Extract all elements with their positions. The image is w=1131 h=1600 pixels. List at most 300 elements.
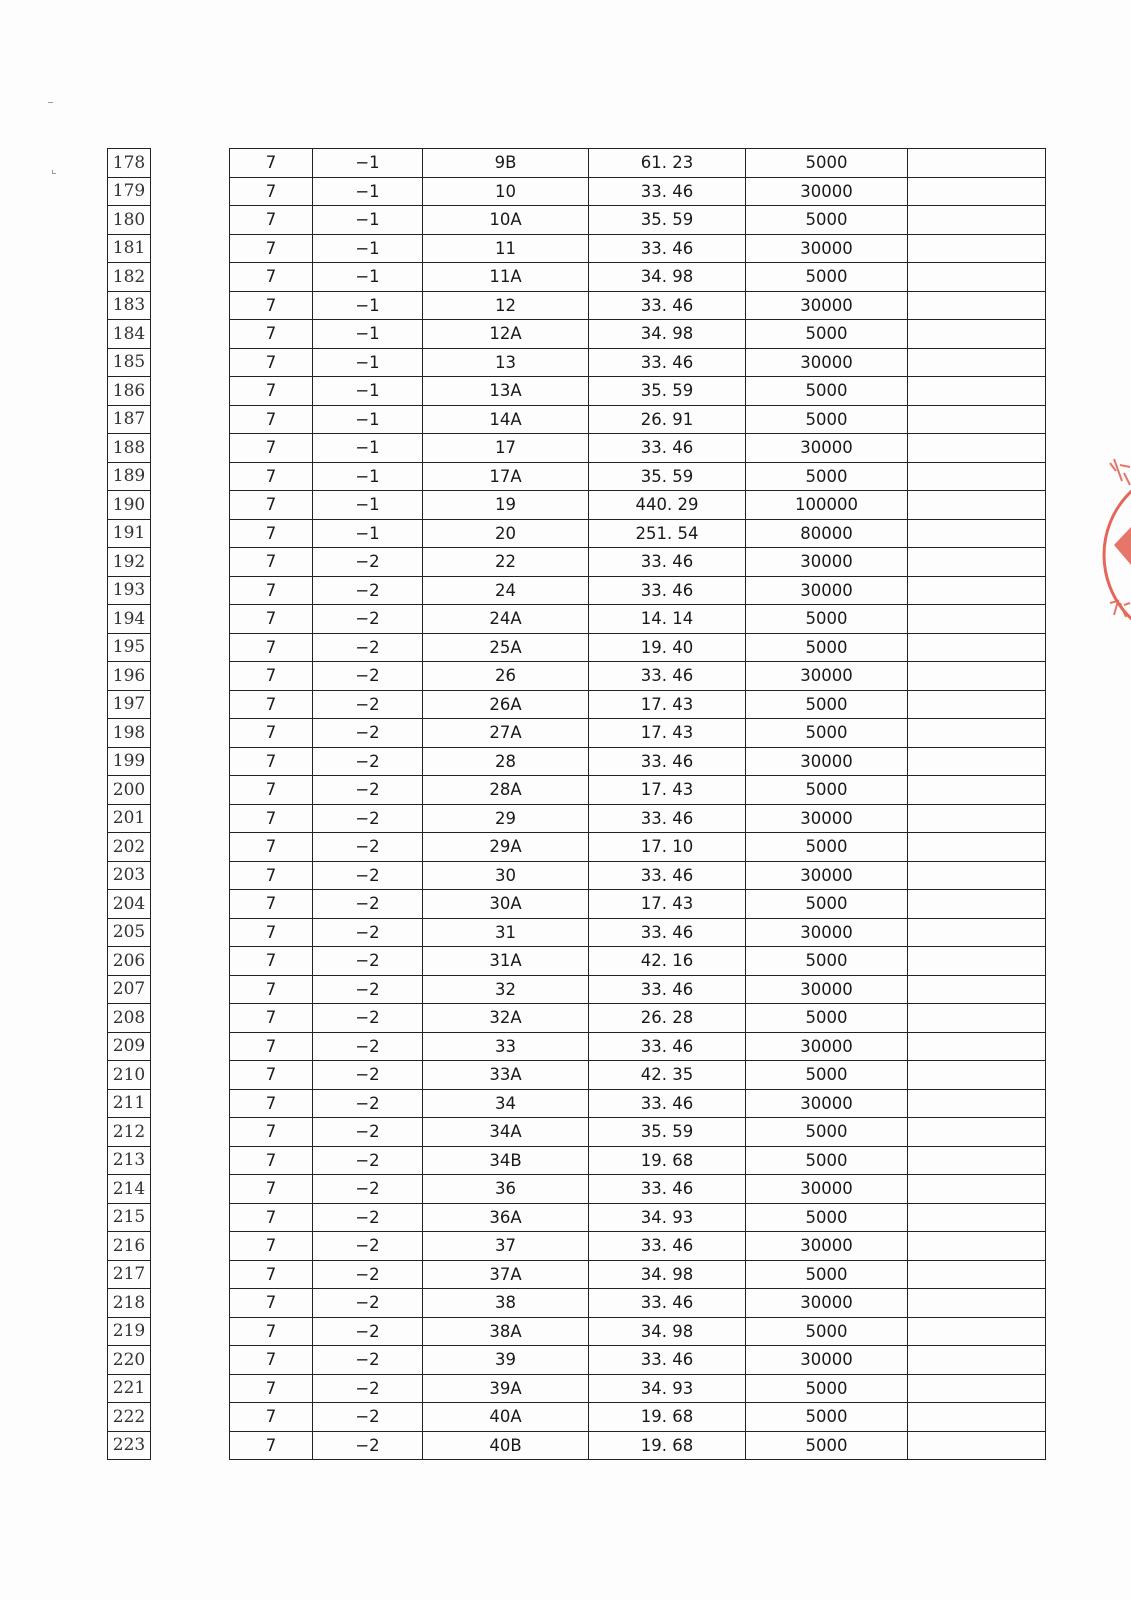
cell-area: 33. 46 xyxy=(589,1346,746,1375)
cell-area: 34. 98 xyxy=(589,1317,746,1346)
cell-remark xyxy=(908,348,1046,377)
cell-unit: −2 xyxy=(313,1317,423,1346)
cell-remark xyxy=(908,605,1046,634)
cell-area: 33. 46 xyxy=(589,1175,746,1204)
row-number-row xyxy=(108,975,151,1004)
cell-room: 26 xyxy=(423,662,589,691)
row-number-cell: 214 xyxy=(108,1175,151,1204)
row-number-row xyxy=(108,177,151,206)
table-row xyxy=(230,434,1046,463)
cell-area: 33. 46 xyxy=(589,975,746,1004)
cell-remark xyxy=(908,662,1046,691)
cell-amount: 5000 xyxy=(746,462,908,491)
cell-unit: −2 xyxy=(313,861,423,890)
table-row xyxy=(230,1089,1046,1118)
cell-unit: −2 xyxy=(313,1089,423,1118)
cell-unit: −2 xyxy=(313,548,423,577)
cell-remark xyxy=(908,405,1046,434)
row-number-cell: 222 xyxy=(108,1403,151,1432)
cell-unit: −2 xyxy=(313,747,423,776)
row-number-cell: 205 xyxy=(108,918,151,947)
cell-amount: 30000 xyxy=(746,975,908,1004)
table-row xyxy=(230,1203,1046,1232)
row-number-row xyxy=(108,462,151,491)
row-number-row xyxy=(108,377,151,406)
cell-amount: 5000 xyxy=(746,320,908,349)
row-number-row xyxy=(108,861,151,890)
cell-area: 35. 59 xyxy=(589,1118,746,1147)
cell-floor: 7 xyxy=(230,1431,313,1460)
cell-amount: 5000 xyxy=(746,690,908,719)
row-number-row xyxy=(108,918,151,947)
cell-room: 31A xyxy=(423,947,589,976)
cell-room: 20 xyxy=(423,519,589,548)
cell-remark xyxy=(908,1374,1046,1403)
cell-room: 40B xyxy=(423,1431,589,1460)
cell-unit: −1 xyxy=(313,234,423,263)
table-row xyxy=(230,1004,1046,1033)
cell-floor: 7 xyxy=(230,1232,313,1261)
cell-amount: 5000 xyxy=(746,1118,908,1147)
cell-area: 33. 46 xyxy=(589,918,746,947)
cell-amount: 30000 xyxy=(746,291,908,320)
cell-remark xyxy=(908,1232,1046,1261)
table-row xyxy=(230,890,1046,919)
cell-room: 34B xyxy=(423,1146,589,1175)
row-number-row xyxy=(108,1346,151,1375)
row-number-row xyxy=(108,576,151,605)
cell-remark xyxy=(908,291,1046,320)
cell-area: 34. 98 xyxy=(589,320,746,349)
row-number-cell: 197 xyxy=(108,690,151,719)
cell-room: 28 xyxy=(423,747,589,776)
cell-area: 26. 28 xyxy=(589,1004,746,1033)
cell-room: 39 xyxy=(423,1346,589,1375)
cell-unit: −1 xyxy=(313,206,423,235)
cell-floor: 7 xyxy=(230,975,313,1004)
cell-remark xyxy=(908,1203,1046,1232)
cell-amount: 5000 xyxy=(746,605,908,634)
cell-amount: 5000 xyxy=(746,405,908,434)
row-number-cell: 208 xyxy=(108,1004,151,1033)
cell-remark xyxy=(908,1146,1046,1175)
cell-floor: 7 xyxy=(230,576,313,605)
cell-unit: −2 xyxy=(313,605,423,634)
row-number-row xyxy=(108,747,151,776)
cell-unit: −2 xyxy=(313,662,423,691)
cell-remark xyxy=(908,519,1046,548)
cell-unit: −2 xyxy=(313,1346,423,1375)
row-number-row xyxy=(108,320,151,349)
table-row xyxy=(230,662,1046,691)
cell-unit: −1 xyxy=(313,263,423,292)
cell-amount: 30000 xyxy=(746,1175,908,1204)
cell-area: 14. 14 xyxy=(589,605,746,634)
cell-unit: −2 xyxy=(313,1232,423,1261)
cell-area: 17. 43 xyxy=(589,690,746,719)
row-number-row xyxy=(108,1403,151,1432)
cell-room: 24 xyxy=(423,576,589,605)
cell-room: 28A xyxy=(423,776,589,805)
row-number-row xyxy=(108,1118,151,1147)
row-number-cell: 204 xyxy=(108,890,151,919)
row-number-cell: 220 xyxy=(108,1346,151,1375)
table-row xyxy=(230,1232,1046,1261)
row-number-cell: 181 xyxy=(108,234,151,263)
cell-area: 35. 59 xyxy=(589,377,746,406)
cell-floor: 7 xyxy=(230,1403,313,1432)
cell-unit: −1 xyxy=(313,434,423,463)
cell-area: 17. 43 xyxy=(589,776,746,805)
table-row xyxy=(230,1431,1046,1460)
cell-room: 13A xyxy=(423,377,589,406)
cell-remark xyxy=(908,1061,1046,1090)
row-number-cell: 180 xyxy=(108,206,151,235)
table-row xyxy=(230,348,1046,377)
cell-remark xyxy=(908,1289,1046,1318)
cell-room: 31 xyxy=(423,918,589,947)
cell-amount: 5000 xyxy=(746,633,908,662)
cell-amount: 30000 xyxy=(746,576,908,605)
cell-amount: 30000 xyxy=(746,1232,908,1261)
cell-unit: −1 xyxy=(313,491,423,520)
cell-unit: −2 xyxy=(313,1203,423,1232)
cell-room: 30 xyxy=(423,861,589,890)
cell-amount: 5000 xyxy=(746,1431,908,1460)
row-number-row xyxy=(108,548,151,577)
cell-unit: −2 xyxy=(313,576,423,605)
cell-unit: −2 xyxy=(313,1289,423,1318)
cell-room: 34A xyxy=(423,1118,589,1147)
row-number-row xyxy=(108,291,151,320)
cell-floor: 7 xyxy=(230,348,313,377)
cell-unit: −2 xyxy=(313,1374,423,1403)
table-row xyxy=(230,719,1046,748)
row-number-row xyxy=(108,947,151,976)
row-number-cell: 189 xyxy=(108,462,151,491)
row-number-row xyxy=(108,776,151,805)
cell-area: 42. 35 xyxy=(589,1061,746,1090)
row-number-cell: 215 xyxy=(108,1203,151,1232)
table-row xyxy=(230,1346,1046,1375)
cell-amount: 30000 xyxy=(746,1289,908,1318)
cell-amount: 5000 xyxy=(746,206,908,235)
table-row xyxy=(230,1146,1046,1175)
cell-room: 38 xyxy=(423,1289,589,1318)
cell-unit: −2 xyxy=(313,1118,423,1147)
cell-remark xyxy=(908,890,1046,919)
cell-floor: 7 xyxy=(230,234,313,263)
cell-remark xyxy=(908,975,1046,1004)
cell-area: 19. 68 xyxy=(589,1403,746,1432)
row-number-cell: 223 xyxy=(108,1431,151,1460)
cell-floor: 7 xyxy=(230,491,313,520)
cell-unit: −1 xyxy=(313,291,423,320)
cell-area: 33. 46 xyxy=(589,804,746,833)
cell-remark xyxy=(908,1175,1046,1204)
cell-floor: 7 xyxy=(230,861,313,890)
cell-room: 39A xyxy=(423,1374,589,1403)
cell-remark xyxy=(908,206,1046,235)
cell-room: 26A xyxy=(423,690,589,719)
row-number-row xyxy=(108,405,151,434)
cell-room: 30A xyxy=(423,890,589,919)
cell-floor: 7 xyxy=(230,804,313,833)
row-number-cell: 192 xyxy=(108,548,151,577)
cell-floor: 7 xyxy=(230,1203,313,1232)
table-row xyxy=(230,234,1046,263)
row-number-row xyxy=(108,633,151,662)
table-row xyxy=(230,377,1046,406)
cell-area: 33. 46 xyxy=(589,662,746,691)
cell-unit: −2 xyxy=(313,1260,423,1289)
cell-area: 34. 98 xyxy=(589,1260,746,1289)
cell-amount: 30000 xyxy=(746,918,908,947)
cell-area: 34. 98 xyxy=(589,263,746,292)
table-row xyxy=(230,804,1046,833)
cell-area: 26. 91 xyxy=(589,405,746,434)
cell-floor: 7 xyxy=(230,890,313,919)
cell-remark xyxy=(908,576,1046,605)
cell-room: 37 xyxy=(423,1232,589,1261)
cell-remark xyxy=(908,1118,1046,1147)
row-number-cell: 188 xyxy=(108,434,151,463)
cell-room: 10 xyxy=(423,177,589,206)
row-number-row xyxy=(108,1089,151,1118)
row-number-cell: 207 xyxy=(108,975,151,1004)
cell-remark xyxy=(908,1004,1046,1033)
row-number-row xyxy=(108,1004,151,1033)
cell-area: 33. 46 xyxy=(589,1289,746,1318)
cell-unit: −2 xyxy=(313,776,423,805)
cell-floor: 7 xyxy=(230,1146,313,1175)
cell-floor: 7 xyxy=(230,1032,313,1061)
row-number-cell: 193 xyxy=(108,576,151,605)
cell-remark xyxy=(908,434,1046,463)
cell-amount: 5000 xyxy=(746,377,908,406)
cell-amount: 30000 xyxy=(746,234,908,263)
table-row xyxy=(230,1317,1046,1346)
row-number-row xyxy=(108,149,151,178)
row-number-cell: 187 xyxy=(108,405,151,434)
cell-unit: −2 xyxy=(313,918,423,947)
cell-remark xyxy=(908,918,1046,947)
table-row xyxy=(230,1289,1046,1318)
cell-remark xyxy=(908,804,1046,833)
cell-floor: 7 xyxy=(230,1374,313,1403)
cell-remark xyxy=(908,462,1046,491)
row-number-cell: 186 xyxy=(108,377,151,406)
row-number-row xyxy=(108,206,151,235)
cell-floor: 7 xyxy=(230,605,313,634)
table-row xyxy=(230,747,1046,776)
table-row xyxy=(230,1175,1046,1204)
row-number-column xyxy=(107,148,151,1460)
cell-area: 35. 59 xyxy=(589,462,746,491)
cell-remark xyxy=(908,320,1046,349)
cell-unit: −2 xyxy=(313,719,423,748)
cell-floor: 7 xyxy=(230,947,313,976)
table-row xyxy=(230,690,1046,719)
cell-unit: −1 xyxy=(313,320,423,349)
cell-floor: 7 xyxy=(230,377,313,406)
cell-remark xyxy=(908,747,1046,776)
scan-mark xyxy=(52,170,56,174)
cell-unit: −1 xyxy=(313,348,423,377)
cell-amount: 30000 xyxy=(746,662,908,691)
scan-mark xyxy=(48,102,53,103)
row-number-cell: 200 xyxy=(108,776,151,805)
cell-unit: −2 xyxy=(313,833,423,862)
row-number-cell: 198 xyxy=(108,719,151,748)
cell-remark xyxy=(908,719,1046,748)
table-row xyxy=(230,975,1046,1004)
cell-area: 33. 46 xyxy=(589,861,746,890)
cell-amount: 5000 xyxy=(746,1061,908,1090)
cell-amount: 5000 xyxy=(746,1260,908,1289)
cell-amount: 5000 xyxy=(746,1317,908,1346)
row-number-row xyxy=(108,519,151,548)
cell-remark xyxy=(908,177,1046,206)
cell-room: 24A xyxy=(423,605,589,634)
cell-remark xyxy=(908,861,1046,890)
row-number-row xyxy=(108,1203,151,1232)
row-number-cell: 196 xyxy=(108,662,151,691)
cell-room: 33A xyxy=(423,1061,589,1090)
row-number-cell: 218 xyxy=(108,1289,151,1318)
row-number-row xyxy=(108,833,151,862)
cell-room: 29A xyxy=(423,833,589,862)
cell-room: 11 xyxy=(423,234,589,263)
cell-area: 35. 59 xyxy=(589,206,746,235)
cell-remark xyxy=(908,1032,1046,1061)
cell-remark xyxy=(908,1260,1046,1289)
table-row xyxy=(230,1374,1046,1403)
cell-floor: 7 xyxy=(230,662,313,691)
cell-remark xyxy=(908,263,1046,292)
row-number-row xyxy=(108,1289,151,1318)
row-number-cell: 217 xyxy=(108,1260,151,1289)
cell-area: 440. 29 xyxy=(589,491,746,520)
cell-floor: 7 xyxy=(230,776,313,805)
cell-floor: 7 xyxy=(230,1175,313,1204)
row-number-row xyxy=(108,348,151,377)
cell-unit: −2 xyxy=(313,890,423,919)
cell-area: 33. 46 xyxy=(589,348,746,377)
cell-floor: 7 xyxy=(230,833,313,862)
table-row xyxy=(230,462,1046,491)
row-number-cell: 202 xyxy=(108,833,151,862)
cell-area: 42. 16 xyxy=(589,947,746,976)
row-number-cell: 206 xyxy=(108,947,151,976)
row-number-row xyxy=(108,605,151,634)
cell-room: 10A xyxy=(423,206,589,235)
row-number-row xyxy=(108,234,151,263)
cell-room: 19 xyxy=(423,491,589,520)
cell-floor: 7 xyxy=(230,1317,313,1346)
cell-unit: −2 xyxy=(313,1175,423,1204)
row-number-row xyxy=(108,1175,151,1204)
table-row xyxy=(230,633,1046,662)
row-number-row xyxy=(108,1317,151,1346)
table-row xyxy=(230,519,1046,548)
cell-unit: −1 xyxy=(313,377,423,406)
cell-floor: 7 xyxy=(230,462,313,491)
cell-floor: 7 xyxy=(230,1089,313,1118)
cell-room: 29 xyxy=(423,804,589,833)
table-row xyxy=(230,149,1046,178)
cell-amount: 80000 xyxy=(746,519,908,548)
cell-area: 33. 46 xyxy=(589,1032,746,1061)
cell-floor: 7 xyxy=(230,1061,313,1090)
cell-remark xyxy=(908,1317,1046,1346)
row-number-cell: 195 xyxy=(108,633,151,662)
cell-floor: 7 xyxy=(230,690,313,719)
row-number-row xyxy=(108,491,151,520)
cell-remark xyxy=(908,833,1046,862)
cell-area: 33. 46 xyxy=(589,747,746,776)
table-row xyxy=(230,320,1046,349)
cell-unit: −2 xyxy=(313,1061,423,1090)
cell-floor: 7 xyxy=(230,177,313,206)
cell-floor: 7 xyxy=(230,918,313,947)
cell-unit: −1 xyxy=(313,462,423,491)
cell-remark xyxy=(908,234,1046,263)
cell-amount: 30000 xyxy=(746,804,908,833)
cell-amount: 5000 xyxy=(746,719,908,748)
cell-floor: 7 xyxy=(230,320,313,349)
row-number-cell: 213 xyxy=(108,1146,151,1175)
cell-room: 40A xyxy=(423,1403,589,1432)
cell-amount: 30000 xyxy=(746,747,908,776)
cell-floor: 7 xyxy=(230,548,313,577)
cell-amount: 30000 xyxy=(746,348,908,377)
cell-unit: −2 xyxy=(313,975,423,1004)
table-row xyxy=(230,1118,1046,1147)
table-row xyxy=(230,263,1046,292)
cell-area: 17. 10 xyxy=(589,833,746,862)
row-number-cell: 201 xyxy=(108,804,151,833)
row-number-cell: 179 xyxy=(108,177,151,206)
table-row xyxy=(230,1032,1046,1061)
table-row xyxy=(230,1061,1046,1090)
row-number-row xyxy=(108,1232,151,1261)
cell-room: 22 xyxy=(423,548,589,577)
cell-remark xyxy=(908,776,1046,805)
row-number-row xyxy=(108,804,151,833)
row-number-row xyxy=(108,690,151,719)
cell-amount: 5000 xyxy=(746,833,908,862)
cell-unit: −1 xyxy=(313,405,423,434)
row-number-row xyxy=(108,1146,151,1175)
row-number-cell: 203 xyxy=(108,861,151,890)
cell-room: 36 xyxy=(423,1175,589,1204)
row-number-row xyxy=(108,1032,151,1061)
cell-remark xyxy=(908,947,1046,976)
red-seal-stamp xyxy=(1100,445,1131,665)
cell-remark xyxy=(908,377,1046,406)
cell-remark xyxy=(908,1346,1046,1375)
row-number-row xyxy=(108,1260,151,1289)
table-row xyxy=(230,576,1046,605)
row-number-cell: 210 xyxy=(108,1061,151,1090)
cell-area: 33. 46 xyxy=(589,234,746,263)
cell-room: 12 xyxy=(423,291,589,320)
table-row xyxy=(230,1403,1046,1432)
cell-floor: 7 xyxy=(230,519,313,548)
table-row xyxy=(230,776,1046,805)
cell-area: 19. 68 xyxy=(589,1146,746,1175)
